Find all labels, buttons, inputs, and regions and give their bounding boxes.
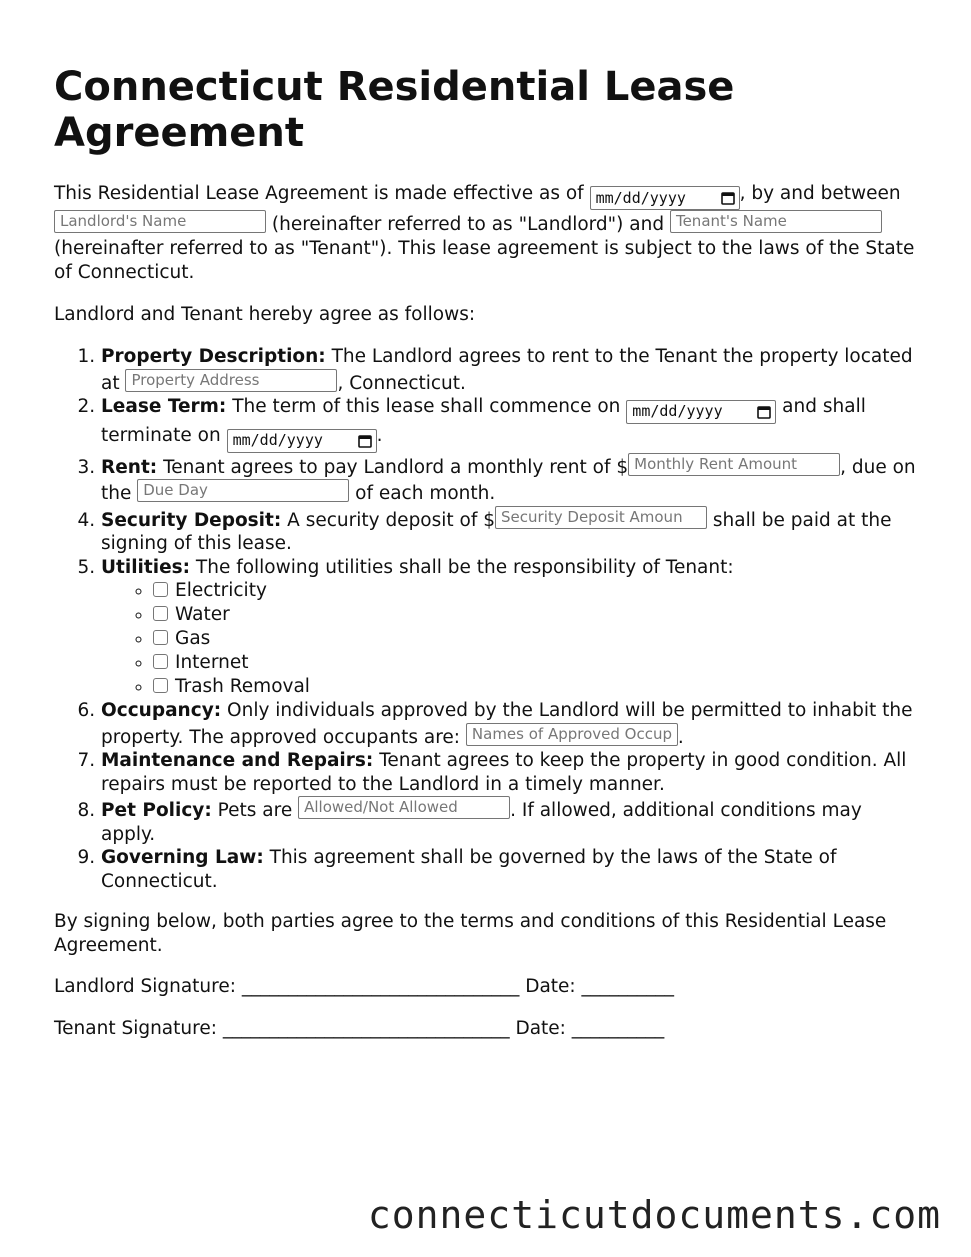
term-text: . If allowed, additional conditions may apply. [101, 800, 862, 845]
water-checkbox[interactable] [153, 606, 168, 621]
effective-date-input[interactable] [590, 186, 740, 210]
pet-policy-input[interactable]: Allowed/Not Allowed [298, 796, 510, 819]
term-text: and shall terminate on [101, 396, 866, 446]
term-heading: Utilities: [101, 556, 191, 578]
term-pet [101, 796, 920, 846]
term-heading: Governing Law: [101, 847, 264, 868]
utility-label: Internet [175, 652, 249, 673]
term-heading: Pet Policy: [101, 800, 212, 821]
term-text: This agreement shall be governed by the laws of the State of Connecticut. [101, 847, 837, 892]
gas-checkbox[interactable] [153, 630, 168, 645]
intro-text-2: , by and between [739, 183, 901, 204]
term-text: Pets are [211, 800, 299, 821]
term-utilities [101, 556, 920, 700]
term-text: Only individuals approved by the Landlord will be permitted to inhabit the property. The approved occupants are: [101, 700, 913, 748]
landlord-name-input[interactable]: Landlord's Name [54, 210, 266, 233]
utility-label: Gas [175, 628, 211, 649]
term-text: Tenant agrees to keep the property in good condition. All repairs must be reported to the Landlord in a timely manner. [101, 750, 907, 795]
term-heading: Property Description: [101, 346, 326, 367]
term-text: The term of this lease shall commence on [226, 396, 627, 417]
term-text: The following utilities shall be the responsibility of Tenant: [190, 556, 734, 578]
closing-text: By signing below, both parties agree to the terms and conditions of this Residential Lease Agreement. [54, 911, 887, 956]
term-rent [101, 453, 920, 506]
intro-text-1: This Residential Lease Agreement is made effective as of [54, 183, 590, 204]
term-maintenance [101, 749, 920, 796]
term-heading: Maintenance and Repairs: [101, 750, 374, 771]
utility-item-trash [153, 675, 920, 699]
term-heading: Lease Term: [101, 396, 227, 417]
term-text: The Landlord agrees to rent to the Tenant the property located at [101, 346, 913, 394]
utility-label: Water [175, 604, 230, 625]
term-heading: Rent: [101, 456, 158, 478]
landlord-signature-line: Landlord Signature: ______________________________ Date: __________ [54, 976, 675, 997]
term-law [101, 846, 920, 893]
trash-removal-checkbox[interactable] [153, 678, 168, 693]
calendar-icon[interactable] [358, 434, 372, 448]
term-heading: Security Deposit: [101, 509, 282, 531]
utility-item-water [153, 603, 920, 627]
utility-label: Electricity [175, 580, 267, 601]
effective-date-value: mm/dd/yyyy [595, 189, 686, 207]
term-text: . [677, 726, 684, 748]
calendar-icon[interactable] [721, 191, 735, 205]
utility-item-internet [153, 651, 920, 675]
term-text: Tenant agrees to pay Landlord a monthly rent of $ [157, 456, 629, 478]
utilities-list [101, 579, 920, 699]
tenant-name-input[interactable]: Tenant's Name [670, 210, 882, 233]
lease-end-date-input[interactable] [227, 429, 377, 453]
calendar-icon[interactable] [757, 405, 771, 419]
term-heading: Occupancy: [101, 700, 222, 721]
electricity-checkbox[interactable] [153, 582, 168, 597]
property-address-input[interactable]: Property Address [125, 369, 337, 392]
terms-list [54, 345, 920, 893]
intro-text-3: (hereinafter referred to as "Landlord") and [266, 214, 670, 235]
term-lease [101, 395, 920, 453]
intro-paragraph [54, 182, 920, 285]
security-deposit-input[interactable]: Security Deposit Amoun [495, 506, 707, 529]
term-text: of each month. [349, 483, 496, 504]
approved-occupants-input[interactable]: Names of Approved Occup [466, 723, 678, 746]
utility-item-gas [153, 627, 920, 651]
utility-label: Trash Removal [175, 676, 310, 697]
lease-document [54, 64, 920, 1059]
term-text: . [376, 424, 383, 446]
term-deposit [101, 506, 920, 556]
term-text: shall be paid at the signing of this lease. [101, 509, 892, 554]
monthly-rent-input[interactable]: Monthly Rent Amount [628, 453, 840, 476]
term-occupancy [101, 699, 920, 749]
utility-item-electricity [153, 579, 920, 603]
footer-watermark: connecticutdocuments.com [367, 1193, 941, 1237]
lease-start-date-input[interactable] [626, 400, 776, 424]
term-text: , Connecticut. [337, 372, 466, 394]
term-property [101, 345, 920, 395]
due-day-input[interactable]: Due Day [137, 479, 349, 502]
term-text: A security deposit of $ [281, 509, 496, 531]
lease-end-date-value: mm/dd/yyyy [232, 430, 323, 449]
agree-text: Landlord and Tenant hereby agree as follows: [54, 304, 476, 325]
term-text: , due on the [101, 456, 916, 504]
internet-checkbox[interactable] [153, 654, 168, 669]
lease-start-date-value: mm/dd/yyyy [632, 402, 723, 420]
intro-text-4: (hereinafter referred to as "Tenant"). This lease agreement is subject to the laws of the State of Connecticut. [54, 238, 915, 283]
page-title: Connecticut Residential Lease Agreement [54, 64, 735, 156]
tenant-signature-line: Tenant Signature: _______________________________ Date: __________ [54, 1018, 665, 1039]
